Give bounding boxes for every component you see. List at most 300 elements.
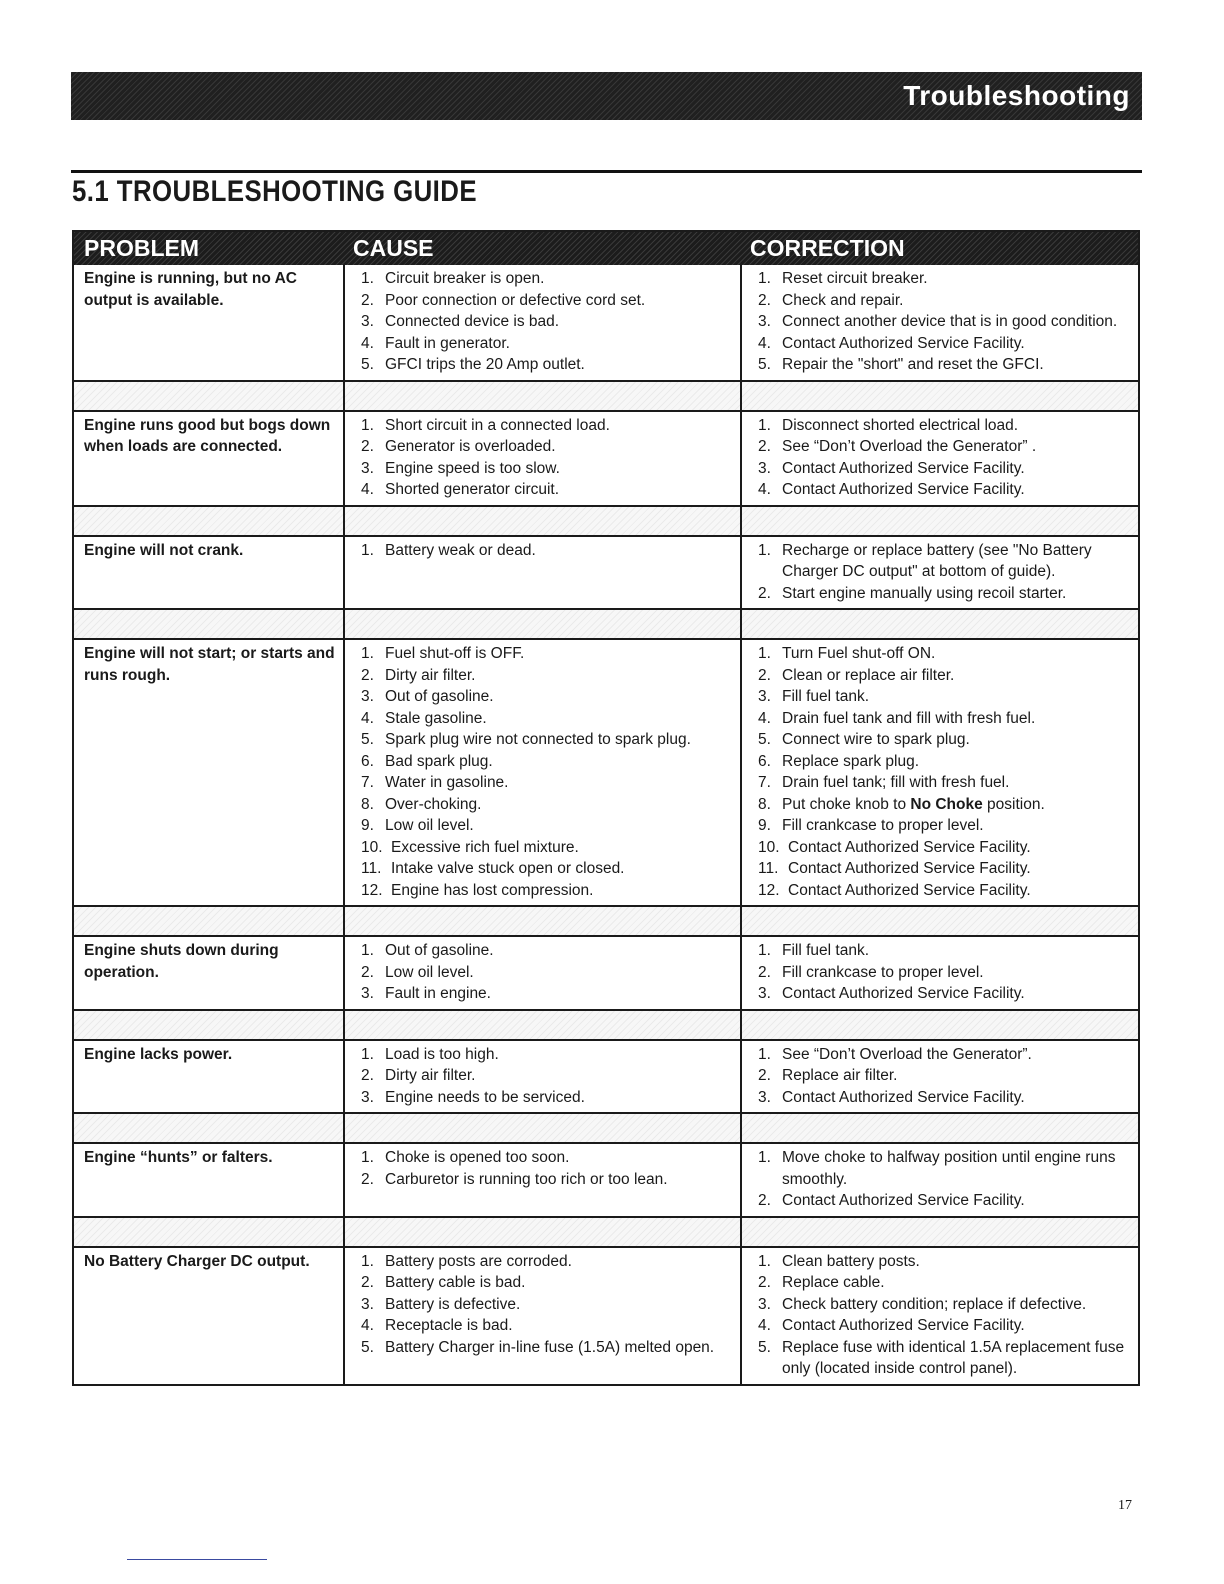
correction-cell <box>740 412 1138 505</box>
item-number: 2. <box>758 291 771 309</box>
item-text: Connected device is bad. <box>385 313 560 330</box>
item-text: Fill crankcase to proper level. <box>782 963 984 981</box>
problem-cell: Engine runs good but bogs down when loads are connected. <box>84 416 331 455</box>
item-number: 5. <box>361 1338 374 1356</box>
item-number: 3. <box>361 1295 374 1313</box>
item-text: Fill fuel tank. <box>782 942 870 959</box>
item-text: Excessive rich fuel mixture. <box>391 838 579 856</box>
correction-cell <box>740 1144 1138 1216</box>
cause-cell <box>343 265 740 380</box>
list-item <box>758 858 1132 880</box>
spacer-cell <box>740 382 1138 410</box>
item-text: Check and repair. <box>782 291 904 309</box>
row-spacer <box>74 1216 1138 1246</box>
item-number: 2. <box>758 1067 771 1084</box>
item-number: 8. <box>361 795 374 813</box>
item-number: 2. <box>361 1067 374 1084</box>
item-text: Engine speed is too slow. <box>385 459 560 477</box>
item-number: 2. <box>758 963 771 981</box>
item-number: 1. <box>361 1149 374 1166</box>
list-item <box>361 686 734 708</box>
item-text: Over-choking. <box>385 795 482 813</box>
spacer-cell <box>74 507 343 535</box>
cause-list <box>361 1147 734 1190</box>
item-text: Dirty air filter. <box>385 666 476 684</box>
item-number: 3. <box>758 985 771 1002</box>
row-spacer <box>74 905 1138 935</box>
item-text: Contact Authorized Service Facility. <box>782 459 1025 477</box>
list-item <box>758 665 1132 687</box>
correction-list <box>758 1251 1132 1380</box>
item-number: 1. <box>361 942 374 959</box>
item-text: Short circuit in a connected load. <box>385 416 610 434</box>
item-text: Replace fuse with identical 1.5A replacement fuse only (located inside control panel). <box>782 1338 1125 1377</box>
list-item <box>361 665 734 687</box>
item-text: Battery cable is bad. <box>385 1274 526 1291</box>
problem-cell: Engine lacks power. <box>84 1045 233 1063</box>
cause-list <box>361 1044 734 1109</box>
item-number: 1. <box>758 270 771 287</box>
item-number: 2. <box>758 666 771 684</box>
list-item <box>361 436 734 458</box>
list-item <box>361 415 734 437</box>
item-number: 3. <box>758 1088 771 1106</box>
item-number: 1. <box>361 270 374 287</box>
spacer-cell <box>740 1114 1138 1142</box>
header-cause: CAUSE <box>353 235 434 261</box>
item-text: Low oil level. <box>385 817 474 834</box>
troubleshooting-table <box>72 230 1140 1386</box>
spacer-cell <box>74 1011 343 1039</box>
row-spacer <box>74 1112 1138 1142</box>
list-item <box>361 940 734 962</box>
list-item <box>361 311 734 333</box>
list-item <box>758 1315 1132 1337</box>
cause-cell <box>343 1041 740 1113</box>
item-number: 4. <box>758 481 771 498</box>
list-item <box>758 643 1132 665</box>
list-item <box>758 729 1132 751</box>
item-text: Receptacle is bad. <box>385 1317 513 1334</box>
item-number: 12. <box>758 881 780 899</box>
item-text: Out of gasoline. <box>385 688 494 705</box>
item-number: 1. <box>758 541 771 559</box>
item-number: 5. <box>758 356 771 373</box>
spacer-cell <box>74 1114 343 1142</box>
spacer-cell <box>740 507 1138 535</box>
list-item <box>758 1294 1132 1316</box>
spacer-cell <box>740 610 1138 638</box>
list-item <box>758 1272 1132 1294</box>
list-item <box>758 686 1132 708</box>
item-text: Engine has lost compression. <box>391 881 594 899</box>
item-number: 9. <box>758 817 771 834</box>
correction-cell <box>740 1248 1138 1384</box>
list-item <box>361 1272 734 1294</box>
item-number: 4. <box>361 481 374 498</box>
item-text: Connect another device that is in good condition. <box>782 313 1118 330</box>
list-item <box>361 1147 734 1169</box>
list-item <box>758 415 1132 437</box>
list-item <box>758 583 1132 605</box>
item-text: See “Don’t Overload the Generator”. <box>782 1045 1032 1063</box>
item-text: Engine needs to be serviced. <box>385 1088 585 1106</box>
item-text: Load is too high. <box>385 1045 499 1063</box>
list-item <box>758 354 1132 376</box>
list-item <box>361 540 734 562</box>
problem-cell: Engine will not start; or starts and runs rough. <box>84 645 335 684</box>
problem-cell: Engine shuts down during operation. <box>84 942 279 981</box>
list-item <box>758 880 1132 902</box>
item-text: Dirty air filter. <box>385 1067 476 1084</box>
list-item <box>361 962 734 984</box>
item-number: 6. <box>758 752 771 770</box>
list-item <box>361 1044 734 1066</box>
banner-title: Troubleshooting <box>903 80 1130 111</box>
item-text: Contact Authorized Service Facility. <box>782 985 1025 1002</box>
correction-list <box>758 540 1132 605</box>
list-item <box>361 1337 734 1359</box>
list-item <box>758 268 1132 290</box>
item-text: Fuel shut-off is OFF. <box>385 645 525 662</box>
list-item <box>758 1190 1132 1212</box>
spacer-cell <box>343 507 740 535</box>
list-item <box>361 1087 734 1109</box>
table-row <box>74 1246 1138 1384</box>
list-item <box>758 940 1132 962</box>
item-number: 1. <box>758 1252 771 1270</box>
list-item <box>758 1044 1132 1066</box>
cause-cell <box>343 937 740 1009</box>
item-number: 5. <box>758 731 771 748</box>
list-item <box>758 1251 1132 1273</box>
item-number: 7. <box>361 774 374 791</box>
spacer-cell <box>740 1011 1138 1039</box>
list-item <box>361 772 734 794</box>
item-number: 2. <box>361 291 374 309</box>
item-text: Replace spark plug. <box>782 752 919 770</box>
cause-cell <box>343 640 740 905</box>
item-text: Water in gasoline. <box>385 774 509 791</box>
item-text: Fault in engine. <box>385 985 491 1002</box>
item-text: Battery is defective. <box>385 1295 521 1313</box>
list-item <box>758 1087 1132 1109</box>
item-number: 3. <box>361 688 374 705</box>
item-text: Disconnect shorted electrical load. <box>782 416 1019 434</box>
item-text: Contact Authorized Service Facility. <box>782 481 1025 498</box>
item-number: 8. <box>758 795 771 813</box>
item-number: 7. <box>758 774 771 791</box>
row-spacer <box>74 1009 1138 1039</box>
cause-list <box>361 1251 734 1359</box>
item-number: 3. <box>361 459 374 477</box>
item-text: Low oil level. <box>385 963 474 981</box>
item-text: Reset circuit breaker. <box>782 270 928 287</box>
list-item <box>758 333 1132 355</box>
spacer-cell <box>740 907 1138 935</box>
item-number: 4. <box>361 1317 374 1334</box>
list-item <box>758 983 1132 1005</box>
item-number: 3. <box>758 313 771 330</box>
list-item <box>758 458 1132 480</box>
item-number: 1. <box>361 645 374 662</box>
spacer-cell <box>74 382 343 410</box>
correction-list <box>758 940 1132 1005</box>
item-number: 1. <box>758 942 771 959</box>
item-text: Fill crankcase to proper level. <box>782 817 984 834</box>
cause-list <box>361 268 734 376</box>
item-text: Replace cable. <box>782 1274 885 1291</box>
item-number: 3. <box>361 985 374 1002</box>
list-item <box>361 1065 734 1087</box>
correction-list <box>758 643 1132 901</box>
item-number: 1. <box>758 645 771 662</box>
item-number: 2. <box>758 1274 771 1291</box>
correction-cell <box>740 640 1138 905</box>
item-number: 11. <box>361 860 382 877</box>
item-text: Replace air filter. <box>782 1067 898 1084</box>
row-spacer <box>74 380 1138 410</box>
section-rule <box>71 170 1142 173</box>
item-number: 1. <box>361 416 374 434</box>
item-number: 1. <box>361 1045 374 1063</box>
item-text: Choke is opened too soon. <box>385 1149 570 1166</box>
list-item <box>361 708 734 730</box>
spacer-cell <box>343 610 740 638</box>
cause-cell <box>343 1248 740 1384</box>
cause-cell <box>343 412 740 505</box>
item-text: Recharge or replace battery (see "No Battery Charger DC output" at bottom of guide). <box>782 541 1092 580</box>
item-number: 3. <box>361 313 374 330</box>
item-number: 2. <box>361 438 374 455</box>
spacer-cell <box>343 1011 740 1039</box>
item-number: 2. <box>758 438 771 455</box>
cause-cell <box>343 537 740 609</box>
item-text: Bad spark plug. <box>385 752 493 770</box>
row-spacer <box>74 505 1138 535</box>
list-item <box>361 333 734 355</box>
correction-list <box>758 268 1132 376</box>
item-text: Contact Authorized Service Facility. <box>788 881 1031 899</box>
list-item <box>361 354 734 376</box>
table-row <box>74 535 1138 609</box>
spacer-cell <box>343 1114 740 1142</box>
item-number: 1. <box>758 416 771 434</box>
row-spacer <box>74 608 1138 638</box>
item-text: Contact Authorized Service Facility. <box>782 1317 1025 1334</box>
item-number: 12. <box>361 881 383 899</box>
item-text: Drain fuel tank; fill with fresh fuel. <box>782 774 1010 791</box>
cause-list <box>361 643 734 901</box>
header-banner <box>71 72 1142 120</box>
spacer-cell <box>343 1218 740 1246</box>
correction-list <box>758 1147 1132 1212</box>
header-correction: CORRECTION <box>750 235 905 261</box>
spacer-cell <box>343 382 740 410</box>
item-text: Poor connection or defective cord set. <box>385 291 646 309</box>
item-number: 1. <box>361 1252 374 1270</box>
item-text: See “Don’t Overload the Generator” . <box>782 438 1037 455</box>
table-row <box>74 935 1138 1009</box>
list-item <box>361 290 734 312</box>
correction-list <box>758 1044 1132 1109</box>
list-item <box>758 479 1132 501</box>
item-text: Battery posts are corroded. <box>385 1252 572 1270</box>
list-item <box>758 815 1132 837</box>
list-item <box>361 858 734 880</box>
item-text: Spark plug wire not connected to spark plug. <box>385 731 691 748</box>
list-item <box>758 540 1132 583</box>
item-text: Contact Authorized Service Facility. <box>788 838 1031 856</box>
item-text: Contact Authorized Service Facility. <box>788 860 1031 877</box>
item-text: Repair the "short" and reset the GFCI. <box>782 356 1044 373</box>
item-number: 9. <box>361 817 374 834</box>
spacer-cell <box>74 610 343 638</box>
list-item <box>758 1337 1132 1380</box>
item-text: Check battery condition; replace if defective. <box>782 1295 1087 1313</box>
item-number: 6. <box>361 752 374 770</box>
item-text: Contact Authorized Service Facility. <box>782 1088 1025 1106</box>
item-number: 3. <box>758 1295 771 1313</box>
item-text: Connect wire to spark plug. <box>782 731 970 748</box>
correction-cell <box>740 1041 1138 1113</box>
list-item <box>361 1169 734 1191</box>
cause-list <box>361 415 734 501</box>
table-row <box>74 265 1138 380</box>
spacer-cell <box>740 1218 1138 1246</box>
list-item <box>361 815 734 837</box>
list-item <box>758 962 1132 984</box>
table-header <box>74 232 1138 265</box>
item-number: 2. <box>758 584 771 602</box>
item-text: Carburetor is running too rich or too lean. <box>385 1170 668 1188</box>
section-title: 5.1 TROUBLESHOOTING GUIDE <box>72 175 477 208</box>
list-item <box>758 1147 1132 1190</box>
list-item <box>758 772 1132 794</box>
cause-cell <box>343 1144 740 1216</box>
correction-cell <box>740 937 1138 1009</box>
item-text: Stale gasoline. <box>385 709 487 727</box>
item-number: 5. <box>361 356 374 373</box>
item-text: Shorted generator circuit. <box>385 481 560 498</box>
item-text: Battery weak or dead. <box>385 541 536 559</box>
list-item <box>361 837 734 859</box>
correction-cell <box>740 265 1138 380</box>
spacer-cell <box>74 907 343 935</box>
item-text: Fill fuel tank. <box>782 688 870 705</box>
item-number: 4. <box>758 709 771 727</box>
item-number: 11. <box>758 860 779 877</box>
item-number: 5. <box>758 1338 771 1356</box>
list-item <box>361 1251 734 1273</box>
header-problem: PROBLEM <box>84 235 199 261</box>
item-number: 5. <box>361 731 374 748</box>
item-number: 4. <box>361 709 374 727</box>
list-item <box>361 1294 734 1316</box>
item-text: Clean or replace air filter. <box>782 666 955 684</box>
list-item <box>758 751 1132 773</box>
list-item <box>758 311 1132 333</box>
item-number: 1. <box>758 1045 771 1063</box>
table-row <box>74 410 1138 505</box>
item-text: Generator is overloaded. <box>385 438 556 455</box>
problem-cell: Engine is running, but no AC output is available. <box>84 270 297 309</box>
list-item <box>758 794 1132 816</box>
item-text: Clean battery posts. <box>782 1252 920 1270</box>
list-item <box>758 708 1132 730</box>
item-number: 1. <box>758 1149 771 1166</box>
spacer-cell <box>343 907 740 935</box>
table-body <box>74 265 1138 1384</box>
item-number: 3. <box>758 459 771 477</box>
item-number: 4. <box>758 334 771 352</box>
page-number: 17 <box>1118 1498 1132 1513</box>
list-item <box>361 751 734 773</box>
item-number: 2. <box>361 666 374 684</box>
item-number: 4. <box>361 334 374 352</box>
list-item <box>361 794 734 816</box>
item-text: Move choke to halfway position until engine runs smoothly. <box>782 1149 1116 1188</box>
item-number: 3. <box>758 688 771 705</box>
list-item <box>361 268 734 290</box>
table-row <box>74 1142 1138 1216</box>
item-text: Circuit breaker is open. <box>385 270 545 287</box>
item-number: 4. <box>758 1317 771 1334</box>
list-item <box>758 290 1132 312</box>
item-number: 2. <box>758 1192 771 1209</box>
footer-line <box>127 1559 267 1560</box>
list-item <box>361 983 734 1005</box>
emphasis: No Choke <box>910 795 983 813</box>
item-text: Drain fuel tank and fill with fresh fuel. <box>782 709 1036 727</box>
list-item <box>758 1065 1132 1087</box>
correction-cell <box>740 537 1138 609</box>
spacer-cell <box>74 1218 343 1246</box>
item-text: Contact Authorized Service Facility. <box>782 1192 1025 1209</box>
list-item <box>361 729 734 751</box>
problem-cell: Engine will not crank. <box>84 541 244 559</box>
item-text: Battery Charger in-line fuse (1.5A) melted open. <box>385 1338 715 1356</box>
item-text: Put choke knob to No Choke position. <box>782 795 1045 813</box>
cause-list <box>361 540 734 562</box>
item-number: 2. <box>361 1170 374 1188</box>
list-item <box>758 837 1132 859</box>
table-row <box>74 1039 1138 1113</box>
item-text: GFCI trips the 20 Amp outlet. <box>385 356 585 373</box>
list-item <box>361 880 734 902</box>
problem-cell: No Battery Charger DC output. <box>84 1252 310 1270</box>
problem-cell: Engine “hunts” or falters. <box>84 1149 273 1166</box>
item-number: 10. <box>361 838 383 856</box>
item-text: Start engine manually using recoil starter. <box>782 584 1067 602</box>
table-row <box>74 638 1138 905</box>
item-text: Turn Fuel shut-off ON. <box>782 645 936 662</box>
item-text: Contact Authorized Service Facility. <box>782 334 1025 352</box>
cause-list <box>361 940 734 1005</box>
list-item <box>361 1315 734 1337</box>
item-text: Intake valve stuck open or closed. <box>391 860 625 877</box>
list-item <box>758 436 1132 458</box>
item-number: 10. <box>758 838 780 856</box>
item-number: 1. <box>361 541 374 559</box>
list-item <box>361 643 734 665</box>
list-item <box>361 479 734 501</box>
item-number: 2. <box>361 1274 374 1291</box>
correction-list <box>758 415 1132 501</box>
item-text: Out of gasoline. <box>385 942 494 959</box>
item-text: Fault in generator. <box>385 334 510 352</box>
item-number: 2. <box>361 963 374 981</box>
